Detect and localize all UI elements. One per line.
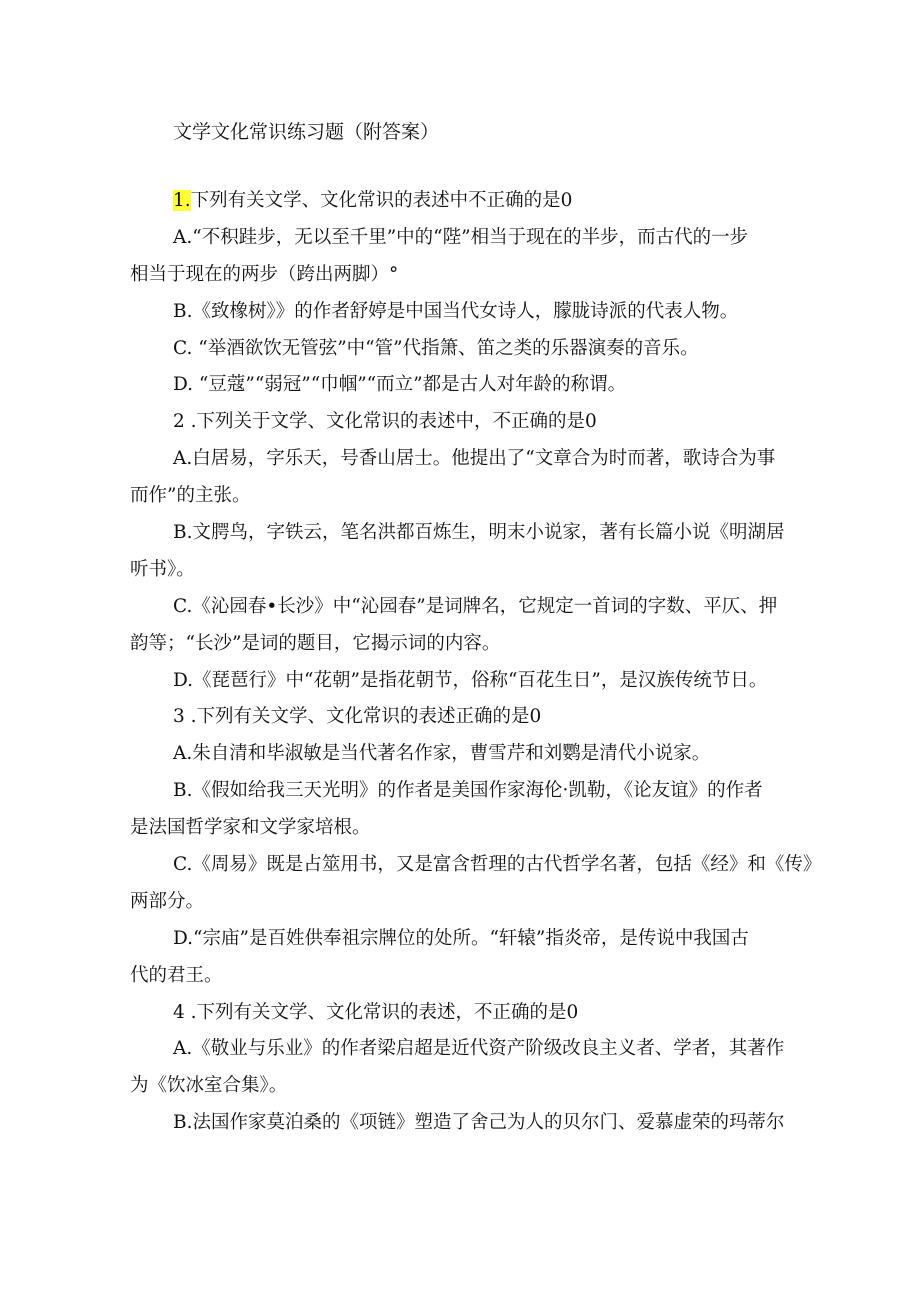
text-line <box>130 847 822 884</box>
line-text: 2 .下列关于文学、文化常识的表述中，不正确的是0 <box>173 411 597 433</box>
text-line <box>130 626 798 663</box>
line-text: B.法国作家莫泊桑的《项链》塑造了舍己为人的贝尔门、爱慕虚荣的玛蒂尔 <box>173 1112 785 1134</box>
line-text: 相当于现在的两步（跨出两脚）° <box>130 263 399 285</box>
line-text: D.“宗庙”是百姓供奉祖宗牌位的处所。“轩辕”指炎帝，是传说中我国古 <box>173 927 749 949</box>
line-text: B.《假如给我三天光明》的作者是美国作家海伦·凯勒，《论友谊》的作者 <box>173 780 763 802</box>
text-line <box>130 552 798 589</box>
text-line <box>130 478 798 515</box>
line-text: 3 .下列有关文学、文化常识的表述正确的是0 <box>173 706 542 728</box>
line-text: C.《周易》既是占筮用书，又是富含哲理的古代哲学名著，包括《经》和《传》 <box>173 854 822 876</box>
line-text: 听书》。 <box>130 558 195 580</box>
line-text: B.《致橡树》》的作者舒婷是中国当代女诗人，朦胧诗派的代表人物。 <box>173 300 739 322</box>
line-text: C.《沁园春•长沙》中“沁园春”是词牌名，它规定一首词的字数、平仄、押 <box>173 595 778 617</box>
line-text: 而作”的主张。 <box>130 485 251 507</box>
document-title: 文学文化常识练习题（附答案） <box>173 121 440 143</box>
text-line <box>130 1068 798 1105</box>
text-line <box>130 884 798 921</box>
question-number-highlight: 1. <box>173 190 191 211</box>
text-line <box>130 515 798 552</box>
text-line <box>130 699 798 736</box>
line-text: A.《敬业与乐业》的作者梁启超是近代资产阶级改良主义者、学者，其著作 <box>173 1038 785 1060</box>
line-text: A.白居易，字乐天，号香山居士。他提出了“文章合为时而著，歌诗合为事 <box>173 448 776 470</box>
line-text: 为《饮冰室合集》。 <box>130 1075 288 1097</box>
text-line <box>130 183 798 220</box>
text-line <box>130 1105 798 1142</box>
text-line <box>130 220 798 257</box>
line-text: 两部分。 <box>130 890 205 912</box>
text-line <box>130 367 798 404</box>
line-text: B.文腭鸟，字铁云，笔名洪都百炼生，明末小说家，著有长篇小说《明湖居 <box>173 522 785 544</box>
text-line <box>130 294 798 331</box>
line-text: D. “豆蔻”“弱冠”“巾帼”“而立”都是古人对年龄的称谓。 <box>173 374 627 396</box>
line-text: 代的君王。 <box>130 964 223 986</box>
text-line <box>130 589 798 626</box>
line-text: 4 .下列有关文学、文化常识的表述，不正确的是0 <box>173 1001 579 1023</box>
text-line <box>130 663 798 700</box>
text-line <box>130 810 798 847</box>
text-line <box>130 441 798 478</box>
text-line <box>130 921 798 958</box>
line-text: 下列有关文学、文化常识的表述中不正确的是0 <box>190 190 573 211</box>
line-text: A.朱自清和毕淑敏是当代著名作家，曹雪芹和刘鹦是清代小说家。 <box>173 743 711 765</box>
text-line <box>130 1031 798 1068</box>
text-line <box>130 958 798 995</box>
text-line <box>130 773 798 810</box>
text-line <box>130 331 798 368</box>
text-line <box>130 736 798 773</box>
text-line <box>130 995 798 1032</box>
line-text: A.“不积跬步，无以至千里”中的“陛”相当于现在的半步，而古代的一步 <box>173 226 749 248</box>
text-line <box>130 404 798 441</box>
line-text: 韵等；“长沙”是词的题目，它揭示词的内容。 <box>130 632 501 654</box>
line-text: D.《琵琶行》中“花朝”是指花朝节，俗称“百花生日”，是汉族传统节日。 <box>173 669 768 691</box>
line-text: C. “举酒欲饮无管弦”中“管”代指箫、笛之类的乐器演奏的音乐。 <box>173 337 699 359</box>
line-text: 是法国哲学家和文学家培根。 <box>130 817 371 839</box>
document-body <box>130 183 822 1142</box>
text-line <box>130 257 798 294</box>
